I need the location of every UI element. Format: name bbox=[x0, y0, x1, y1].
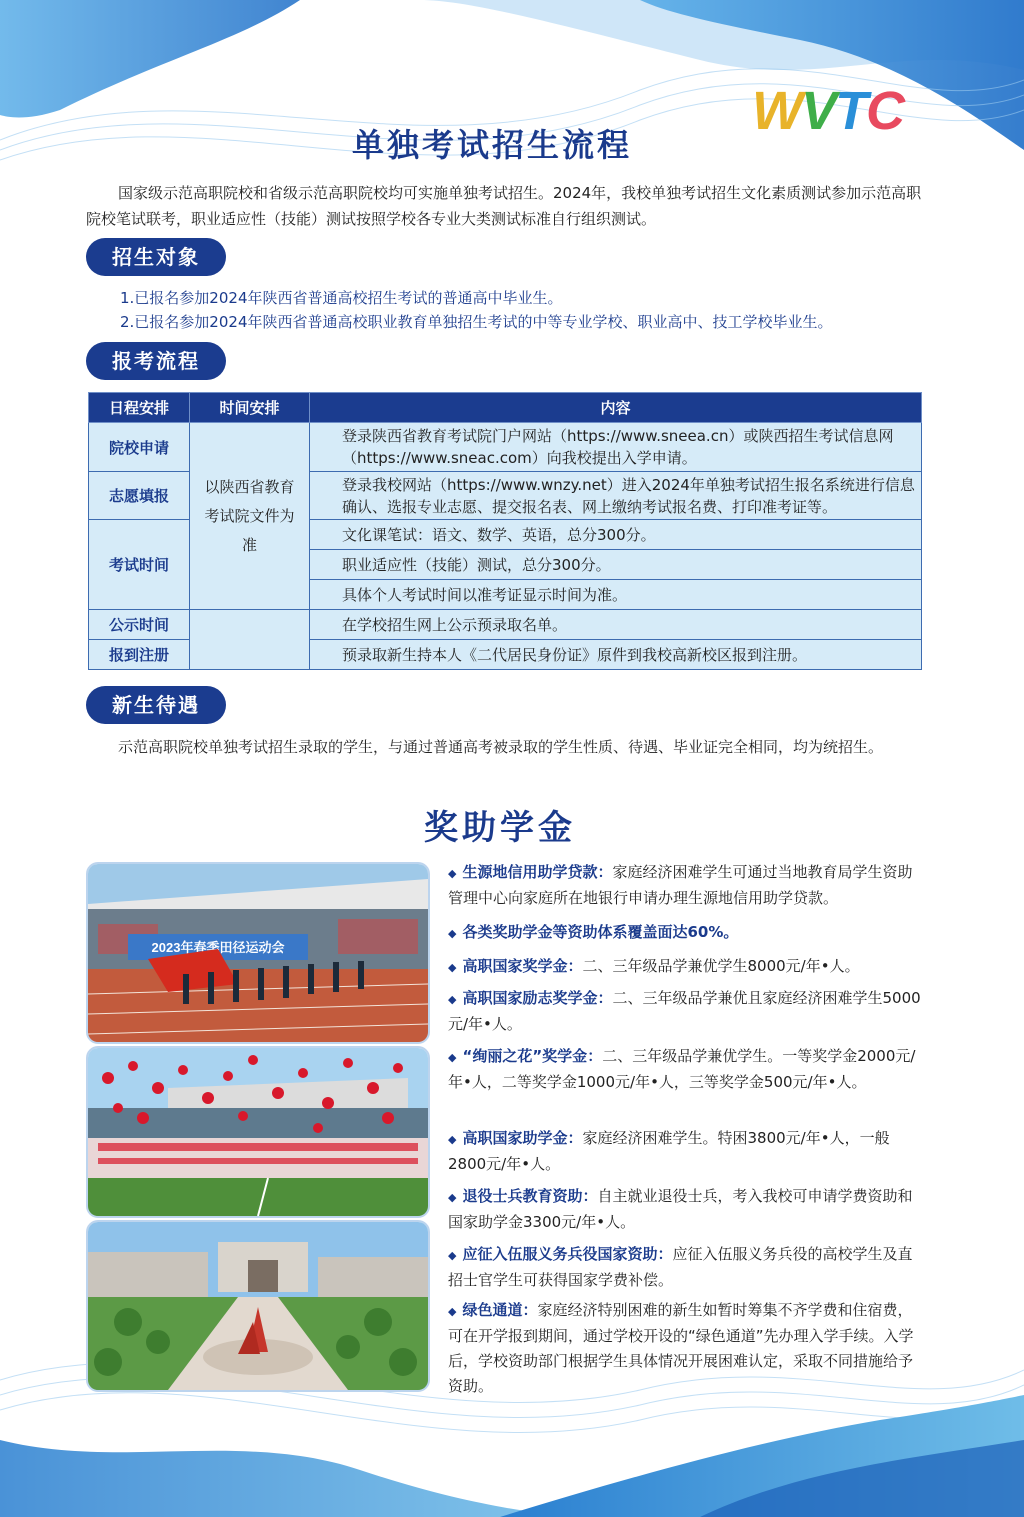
diamond-bullet-icon: ◆ bbox=[448, 1191, 457, 1204]
time-text: 以陕西省教育考试院文件为准 bbox=[204, 477, 295, 554]
table-header: 时间安排 bbox=[190, 393, 310, 423]
intro-paragraph: 国家级示范高职院校和省级示范高职院校均可实施单独考试招生。2024年，我校单独考试招生文化素质测试参加示范高职院校笔试联考，职业适应性（技能）测试按照学校各专业大类测试标准自行组织测试。 bbox=[86, 184, 922, 228]
aid-name: 高职国家助学金 bbox=[462, 1129, 568, 1147]
stage-cell: 志愿填报 bbox=[89, 472, 190, 520]
target-list bbox=[120, 286, 940, 334]
content-cell: 文化课笔试：语文、数学、英语，总分300分。 bbox=[310, 520, 922, 550]
diamond-bullet-icon: ◆ bbox=[448, 993, 457, 1006]
aid-item: ◆ 绿色通道：家庭经济特别困难的新生如暂时筹集不齐学费和住宿费，可在开学报到期间，通过学校开设的“绿色通道”先办理入学手续。入学后，学校资助部门根据学生具体情况开展困难认定，采取不同措施给予资助。 bbox=[448, 1301, 914, 1395]
table-header: 日程安排 bbox=[89, 393, 190, 423]
aid-text: 家庭经济困难学生。特困3800元/年•人，一般2800元/年•人。 bbox=[448, 1129, 890, 1173]
aid-name: 生源地信用助学贷款 bbox=[462, 863, 598, 881]
photo-sports-meeting bbox=[86, 862, 430, 1044]
diamond-bullet-icon: ◆ bbox=[448, 1051, 457, 1064]
logo-letter: V bbox=[800, 81, 835, 141]
logo-letter: C bbox=[866, 81, 903, 141]
content-cell: 具体个人考试时间以准考证显示时间为准。 bbox=[310, 580, 922, 610]
photo-balloons bbox=[86, 1046, 430, 1218]
time-cell bbox=[190, 423, 310, 610]
content-cell: 职业适应性（技能）测试，总分300分。 bbox=[310, 550, 922, 580]
diamond-bullet-icon: ◆ bbox=[448, 867, 457, 880]
aid-name: 高职国家励志奖学金 bbox=[462, 989, 598, 1007]
benefits-paragraph: 示范高职院校单独考试招生录取的学生，与通过普通高考被录取的学生性质、待遇、毕业证完全相同，均为统招生。 bbox=[118, 738, 884, 756]
process-table bbox=[88, 392, 922, 670]
table-row bbox=[89, 610, 922, 640]
diamond-bullet-icon: ◆ bbox=[448, 961, 457, 974]
diamond-bullet-icon: ◆ bbox=[448, 1133, 457, 1146]
section-pill-benefits: 新生待遇 bbox=[86, 686, 226, 724]
aid-name: 高职国家奖学金 bbox=[462, 957, 568, 975]
content-cell: 登录我校网站（https://www.wnzy.net）进入2024年单独考试招生报名系统进行信息确认、选报专业志愿、提交报名表、网上缴纳考试报名费、打印准考证等。 bbox=[310, 472, 922, 520]
aid-name: “绚丽之花”奖学金 bbox=[462, 1047, 588, 1065]
aid-text: 二、三年级品学兼优且家庭经济困难学生5000元/年•人。 bbox=[448, 989, 921, 1033]
content-cell: 登录陕西省教育考试院门户网站（https://www.sneea.cn）或陕西招生考试信息网（https://www.sneac.com）向我校提出入学申请。 bbox=[310, 423, 922, 472]
stage-cell: 报到注册 bbox=[89, 640, 190, 670]
aid-text: 二、三年级品学兼优学生8000元/年•人。 bbox=[582, 957, 860, 975]
aid-name: 应征入伍服义务兵役国家资助 bbox=[462, 1245, 658, 1263]
diamond-bullet-icon: ◆ bbox=[448, 927, 457, 940]
aid-item: ◆ 生源地信用助学贷款：家庭经济困难学生可通过当地教育局学生资助管理中心向家庭所在地银行申请办理生源地信用助学贷款。 bbox=[448, 863, 913, 907]
section-pill-process: 报考流程 bbox=[86, 342, 226, 380]
content-cell: 预录取新生持本人《二代居民身份证》原件到我校高新校区报到注册。 bbox=[310, 640, 922, 670]
aid-text: 应征入伍服义务兵役的高校学生及直招士官学生可获得国家学费补偿。 bbox=[448, 1245, 913, 1289]
diamond-bullet-icon: ◆ bbox=[448, 1305, 457, 1318]
stage-cell: 考试时间 bbox=[89, 520, 190, 610]
aid-item: ◆ 应征入伍服义务兵役国家资助：应征入伍服义务兵役的高校学生及直招士官学生可获得国家学费补偿。 bbox=[448, 1245, 913, 1289]
aid-item: ◆ 高职国家助学金：家庭经济困难学生。特困3800元/年•人，一般2800元/年•人。 bbox=[448, 1129, 890, 1173]
aid-text: 家庭经济特别困难的新生如暂时筹集不齐学费和住宿费，可在开学报到期间，通过学校开设的“绿色通道”先办理入学手续。入学后，学校资助部门根据学生具体情况开展困难认定，采取不同措施给予资助。 bbox=[448, 1301, 914, 1395]
logo-letter: T bbox=[835, 81, 866, 141]
aid-name: 绿色通道 bbox=[462, 1301, 523, 1319]
aid-text: 自主就业退役士兵，考入我校可申请学费资助和国家助学金3300元/年•人。 bbox=[448, 1187, 913, 1231]
photo-campus bbox=[86, 1220, 430, 1392]
aid-item: ◆ 退役士兵教育资助：自主就业退役士兵，考入我校可申请学费资助和国家助学金3300元/年•人。 bbox=[448, 1187, 913, 1231]
content-cell: 在学校招生网上公示预录取名单。 bbox=[310, 610, 922, 640]
aid-name: 各类奖助学金等资助体系覆盖面达60%。 bbox=[462, 923, 739, 941]
table-row bbox=[89, 423, 922, 472]
logo-letter: W bbox=[752, 81, 801, 141]
banner-text: 2023年春季田径运动会 bbox=[151, 940, 285, 955]
aid-item: ◆ 高职国家奖学金：二、三年级品学兼优学生8000元/年•人。 bbox=[448, 957, 860, 975]
time-cell-empty bbox=[190, 610, 310, 670]
page-title: 单独考试招生流程 bbox=[351, 126, 632, 164]
table-header-row bbox=[89, 393, 922, 423]
aid-name: 退役士兵教育资助 bbox=[462, 1187, 583, 1205]
aid-item: ◆ “绚丽之花”奖学金：二、三年级品学兼优学生。一等奖学金2000元/年•人，二等奖学金1000元/年•人，三等奖学金500元/年•人。 bbox=[448, 1047, 916, 1091]
aid-item bbox=[448, 920, 924, 946]
stage-cell: 公示时间 bbox=[89, 610, 190, 640]
list-item: 2.已报名参加2024年陕西省普通高校职业教育单独招生考试的中等专业学校、职业高中、技工学校毕业生。 bbox=[120, 313, 833, 331]
stage-cell: 院校申请 bbox=[89, 423, 190, 472]
diamond-bullet-icon: ◆ bbox=[448, 1249, 457, 1262]
aid-text: 二、三年级品学兼优学生。一等奖学金2000元/年•人，二等奖学金1000元/年•人，三等奖学金500元/年•人。 bbox=[448, 1047, 916, 1091]
aid-text: 家庭经济困难学生可通过当地教育局学生资助管理中心向家庭所在地银行申请办理生源地信用助学贷款。 bbox=[448, 863, 913, 907]
section-pill-target: 招生对象 bbox=[86, 238, 226, 276]
table-header: 内容 bbox=[310, 393, 922, 423]
scholarship-title: 奖助学金 bbox=[424, 808, 576, 848]
aid-item: ◆ 高职国家励志奖学金：二、三年级品学兼优且家庭经济困难学生5000元/年•人。 bbox=[448, 989, 921, 1033]
list-item: 1.已报名参加2024年陕西省普通高校招生考试的普通高中毕业生。 bbox=[120, 289, 563, 307]
